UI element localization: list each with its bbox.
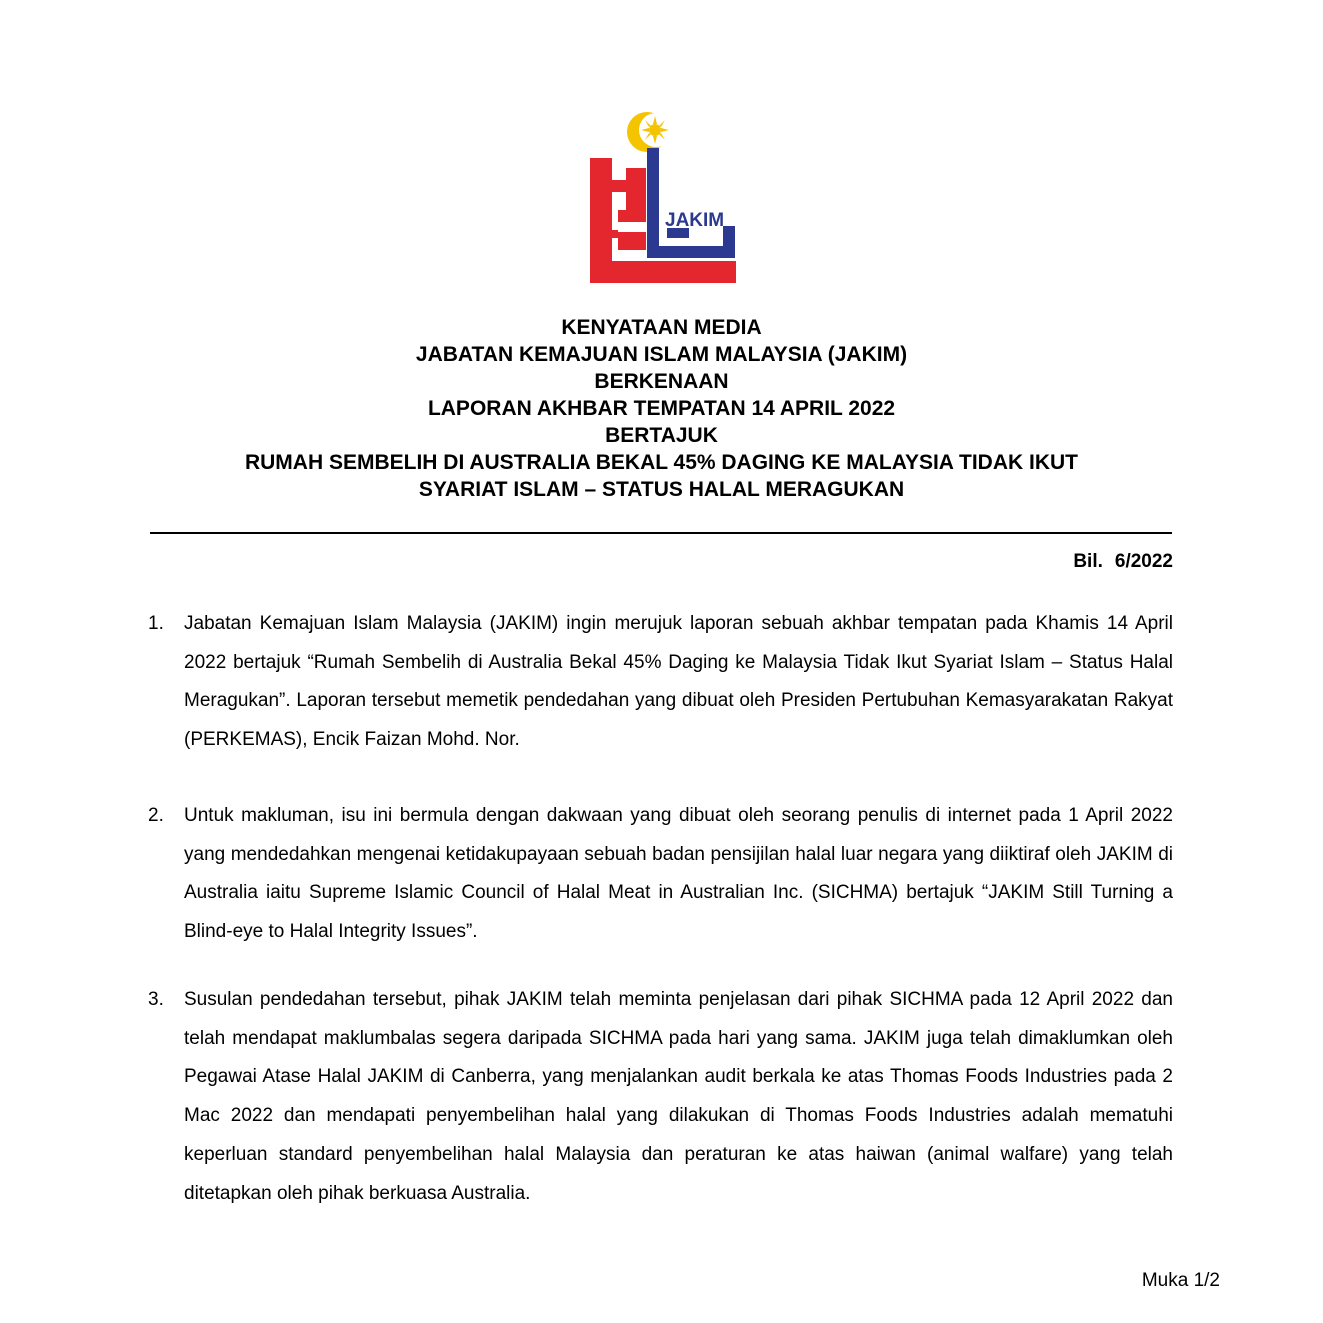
jakim-logo bbox=[585, 110, 740, 285]
reference-number bbox=[1073, 551, 1173, 573]
heading-line: SYARIAT ISLAM – STATUS HALAL MERAGUKAN bbox=[418, 478, 905, 501]
heading-line: JABATAN KEMAJUAN ISLAM MALAYSIA (JAKIM) bbox=[415, 343, 908, 366]
crescent-star-icon bbox=[627, 112, 673, 152]
paragraph-3 bbox=[148, 981, 1173, 1213]
reference-label: Bil. bbox=[1073, 551, 1103, 572]
reference-value: 6/2022 bbox=[1114, 551, 1173, 572]
page-number: Muka 1/2 bbox=[1141, 1270, 1220, 1291]
heading-line: LAPORAN AKHBAR TEMPATAN 14 APRIL 2022 bbox=[427, 397, 896, 420]
paragraph-text: Untuk makluman, isu ini bermula dengan dakwaan yang dibuat oleh seorang penulis di internet pada 1 April 2022 yang mendedahkan mengenai ketidakupayaan sebuah badan pensijilan halal luar negara yang diiktiraf oleh JAKIM di Australia iaitu Supreme Islamic Council of Halal Meat in Australian Inc. (SICHMA) bertajuk “JAKIM Still Turning a Blind-eye to Halal Integrity Issues”. bbox=[184, 805, 1173, 943]
heading-line: BERKENAAN bbox=[594, 370, 729, 393]
heading-line: BERTAJUK bbox=[605, 424, 718, 447]
heading-line: KENYATAAN MEDIA bbox=[561, 316, 762, 339]
paragraph-number: 3. bbox=[148, 989, 164, 1010]
paragraph-text: Susulan pendedahan tersebut, pihak JAKIM telah meminta penjelasan dari pihak SICHMA pada 12 April 2022 dan telah mendapat maklumbalas segera daripada SICHMA pada hari yang sama. JAKIM juga telah dimaklumkan oleh Pegawai Atase Halal JAKIM di Canberra, yang menjalankan audit berkala ke atas Thomas Foods Industries pada 2 Mac 2022 dan mendapati penyembelihan halal yang dilakukan di Thomas Foods Industries adalah mematuhi keperluan standard penyembelihan halal Malaysia dan peraturan ke atas haiwan (animal walfare) yang telah ditetapkan oleh pihak berkuasa Australia. bbox=[184, 989, 1173, 1204]
divider-line bbox=[150, 532, 1172, 534]
paragraph-1 bbox=[148, 605, 1173, 760]
paragraph-text: Jabatan Kemajuan Islam Malaysia (JAKIM) ingin merujuk laporan sebuah akhbar tempatan pada Khamis 14 April 2022 bertajuk “Rumah Sembelih di Australia Bekal 45% Daging ke Malaysia Tidak Ikut Syariat Islam – Status Halal Meragukan”. Laporan tersebut memetik pendedahan yang dibuat oleh Presiden Pertubuhan Kemasyarakatan Rakyat (PERKEMAS), Encik Faizan Mohd. Nor. bbox=[184, 613, 1173, 751]
paragraph-number: 2. bbox=[148, 805, 164, 826]
paragraph-2 bbox=[148, 797, 1173, 952]
document-heading bbox=[100, 314, 1223, 503]
logo-text: JAKIM bbox=[665, 210, 725, 231]
paragraph-number: 1. bbox=[148, 613, 164, 634]
heading-line: RUMAH SEMBELIH DI AUSTRALIA BEKAL 45% DAGING KE MALAYSIA TIDAK IKUT bbox=[244, 451, 1079, 474]
